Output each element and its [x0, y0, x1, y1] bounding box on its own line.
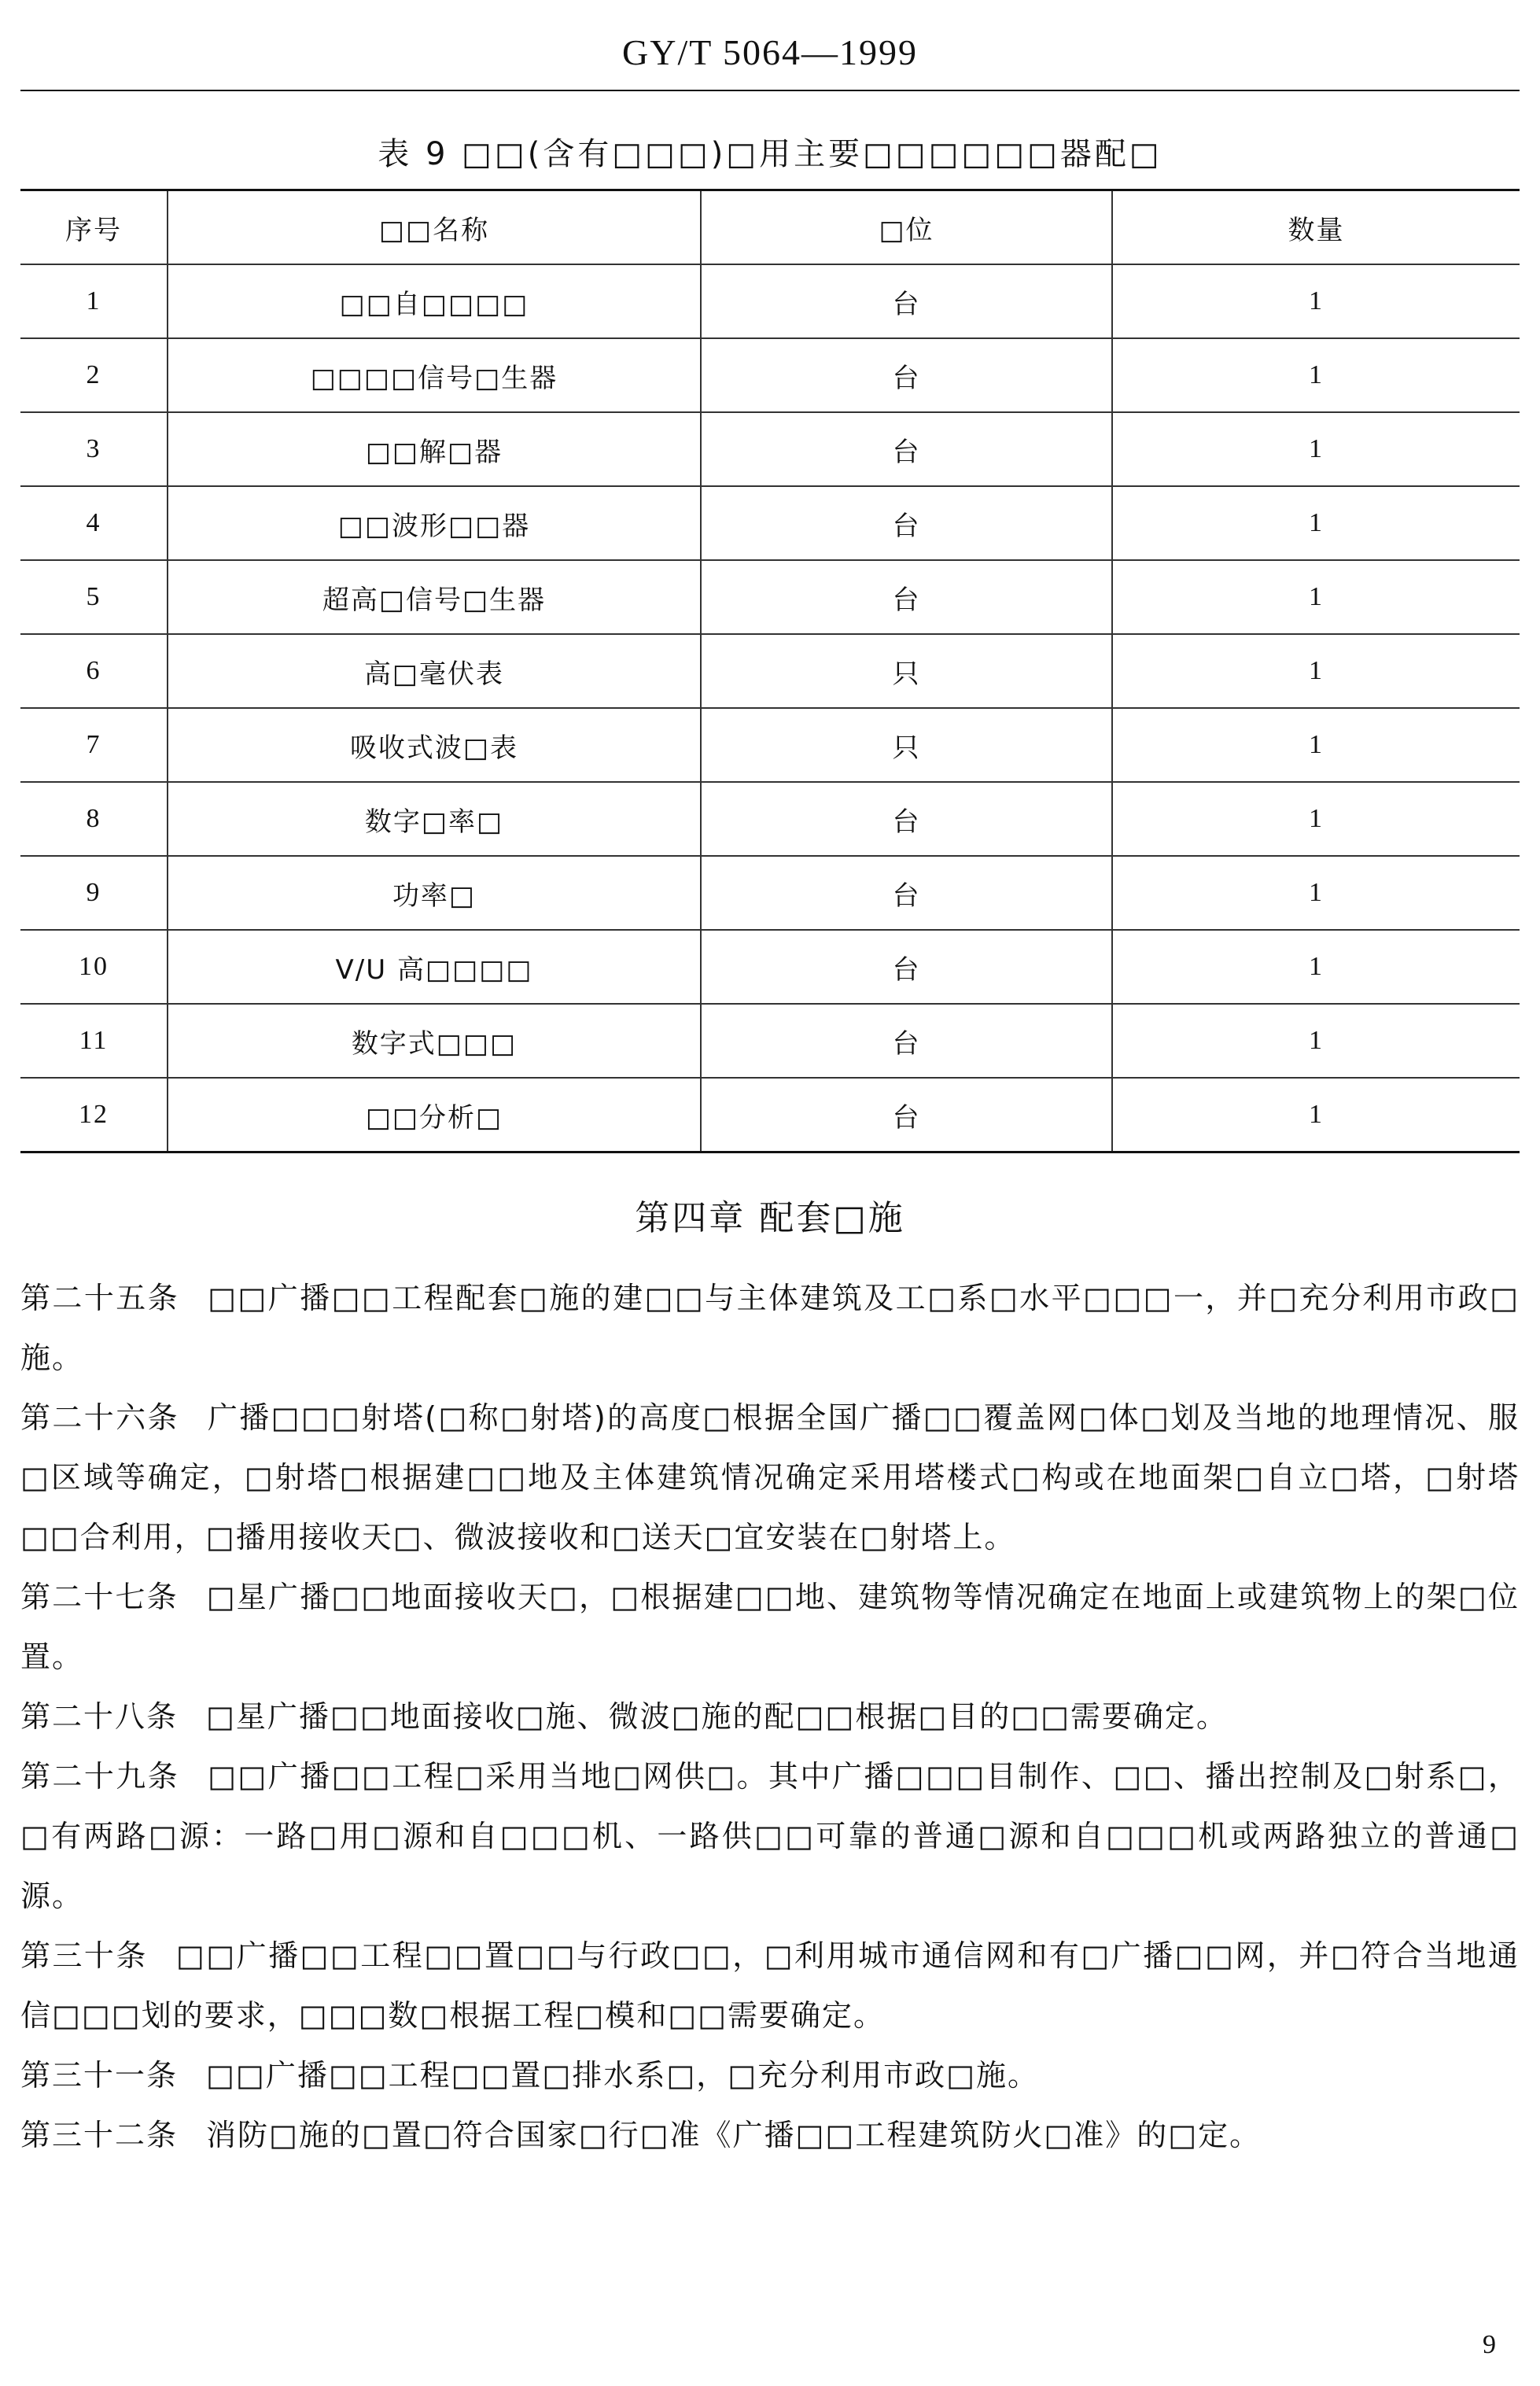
- table-row: [20, 560, 1520, 634]
- equipment-table: [20, 189, 1520, 1153]
- table-header-row: [20, 190, 1520, 265]
- cell-unit: 台: [701, 338, 1112, 412]
- article-text: □□广播□□工程□采用当地□网供□。其中广播□□□目制作、□□、播出控制及□射系□，□有两路□源：一路□用□源和自□□□机、一路供□□可靠的普通□源和自□□□机或两路独立的普通□源。: [20, 1759, 1520, 1913]
- table-row: [20, 930, 1520, 1004]
- column-header-serial: 序号: [20, 190, 168, 265]
- cell-serial: 2: [20, 338, 168, 412]
- standard-code-header: GY/T 5064—1999: [622, 32, 918, 72]
- column-header-unit: □位: [701, 190, 1112, 265]
- cell-name: □□分析□: [168, 1078, 701, 1152]
- table-title: 表 9 □□(含有□□□)□用主要□□□□□□器配□: [378, 136, 1162, 172]
- cell-name: V/U 高□□□□: [168, 930, 701, 1004]
- cell-name: □□□□信号□生器: [168, 338, 701, 412]
- cell-quantity: 1: [1112, 634, 1520, 708]
- cell-unit: 台: [701, 486, 1112, 560]
- cell-unit: 台: [701, 264, 1112, 338]
- cell-quantity: 1: [1112, 930, 1520, 1004]
- cell-serial: 11: [20, 1004, 168, 1078]
- article-32: [20, 2105, 1520, 2165]
- cell-serial: 4: [20, 486, 168, 560]
- cell-quantity: 1: [1112, 782, 1520, 856]
- table-row: [20, 1004, 1520, 1078]
- cell-unit: 台: [701, 1004, 1112, 1078]
- article-text: 广播□□□射塔(□称□射塔)的高度□根据全国广播□□覆盖网□体□划及当地的地理情况、服□区域等确定，□射塔□根据建□□地及主体建筑情况确定采用塔楼式□构或在地面架□自立□塔，□射塔□□合利用，□播用接收天□、微波接收和□送天□宜安装在□射塔上。: [20, 1400, 1520, 1554]
- cell-name: 吸收式波□表: [168, 708, 701, 782]
- table-row: [20, 782, 1520, 856]
- table-row: [20, 412, 1520, 486]
- cell-serial: 10: [20, 930, 168, 1004]
- article-text: □□广播□□工程□□置□□与行政□□，□利用城市通信网和有□广播□□网，并□符合当地通信□□□划的要求，□□□数□根据工程□模和□□需要确定。: [20, 1938, 1520, 2033]
- cell-quantity: 1: [1112, 1004, 1520, 1078]
- article-text: □□广播□□工程配套□施的建□□与主体建筑及工□系□水平□□□一，并□充分利用市政□施。: [20, 1281, 1520, 1375]
- article-number: 第二十六条: [20, 1400, 179, 1435]
- article-number: 第二十八条: [20, 1699, 179, 1734]
- table-row: [20, 856, 1520, 930]
- cell-unit: 台: [701, 782, 1112, 856]
- cell-name: 功率□: [168, 856, 701, 930]
- article-text: □□广播□□工程□□置□排水系□，□充分利用市政□施。: [206, 2058, 1040, 2093]
- cell-serial: 7: [20, 708, 168, 782]
- table-row: [20, 634, 1520, 708]
- cell-unit: 台: [701, 930, 1112, 1004]
- chapter-heading: 第四章 配套□施: [635, 1198, 905, 1238]
- article-text: 消防□施的□置□符合国家□行□准《广播□□工程建筑防火□准》的□定。: [206, 2118, 1262, 2152]
- cell-name: 高□毫伏表: [168, 634, 701, 708]
- cell-serial: 6: [20, 634, 168, 708]
- table-row: [20, 486, 1520, 560]
- cell-unit: 台: [701, 560, 1112, 634]
- article-number: 第三十条: [20, 1938, 148, 1973]
- cell-unit: 只: [701, 708, 1112, 782]
- article-number: 第二十九条: [20, 1759, 180, 1794]
- cell-name: □□波形□□器: [168, 486, 701, 560]
- article-list: [20, 1268, 1520, 2165]
- article-30: [20, 1926, 1520, 2045]
- article-text: □星广播□□地面接收□施、微波□施的配□□根据□目的□□需要确定。: [206, 1699, 1229, 1734]
- cell-unit: 台: [701, 1078, 1112, 1152]
- table-row: [20, 338, 1520, 412]
- cell-name: □□解□器: [168, 412, 701, 486]
- article-number: 第二十七条: [20, 1580, 179, 1614]
- cell-quantity: 1: [1112, 412, 1520, 486]
- cell-serial: 5: [20, 560, 168, 634]
- cell-unit: 台: [701, 856, 1112, 930]
- cell-quantity: 1: [1112, 560, 1520, 634]
- article-text: □星广播□□地面接收天□，□根据建□□地、建筑物等情况确定在地面上或建筑物上的架□位置。: [20, 1580, 1520, 1674]
- cell-quantity: 1: [1112, 338, 1520, 412]
- table-row: [20, 1078, 1520, 1152]
- cell-quantity: 1: [1112, 1078, 1520, 1152]
- cell-serial: 8: [20, 782, 168, 856]
- cell-quantity: 1: [1112, 486, 1520, 560]
- cell-quantity: 1: [1112, 708, 1520, 782]
- article-28: [20, 1687, 1520, 1746]
- cell-name: 数字□率□: [168, 782, 701, 856]
- article-number: 第三十一条: [20, 2058, 179, 2093]
- cell-quantity: 1: [1112, 264, 1520, 338]
- article-29: [20, 1746, 1520, 1926]
- header-rule: [20, 90, 1520, 91]
- column-header-name: □□名称: [168, 190, 701, 265]
- cell-quantity: 1: [1112, 856, 1520, 930]
- cell-serial: 9: [20, 856, 168, 930]
- cell-unit: 只: [701, 634, 1112, 708]
- cell-serial: 3: [20, 412, 168, 486]
- cell-name: 数字式□□□: [168, 1004, 701, 1078]
- page-number: 9: [1483, 2330, 1496, 2359]
- table-row: [20, 264, 1520, 338]
- article-number: 第二十五条: [20, 1281, 180, 1315]
- column-header-quantity: 数量: [1112, 190, 1520, 265]
- article-31: [20, 2045, 1520, 2105]
- cell-unit: 台: [701, 412, 1112, 486]
- article-27: [20, 1567, 1520, 1687]
- cell-serial: 1: [20, 264, 168, 338]
- cell-serial: 12: [20, 1078, 168, 1152]
- table-row: [20, 708, 1520, 782]
- cell-name: 超高□信号□生器: [168, 560, 701, 634]
- article-25: [20, 1268, 1520, 1388]
- article-26: [20, 1388, 1520, 1567]
- cell-name: □□自□□□□: [168, 264, 701, 338]
- article-number: 第三十二条: [20, 2118, 179, 2152]
